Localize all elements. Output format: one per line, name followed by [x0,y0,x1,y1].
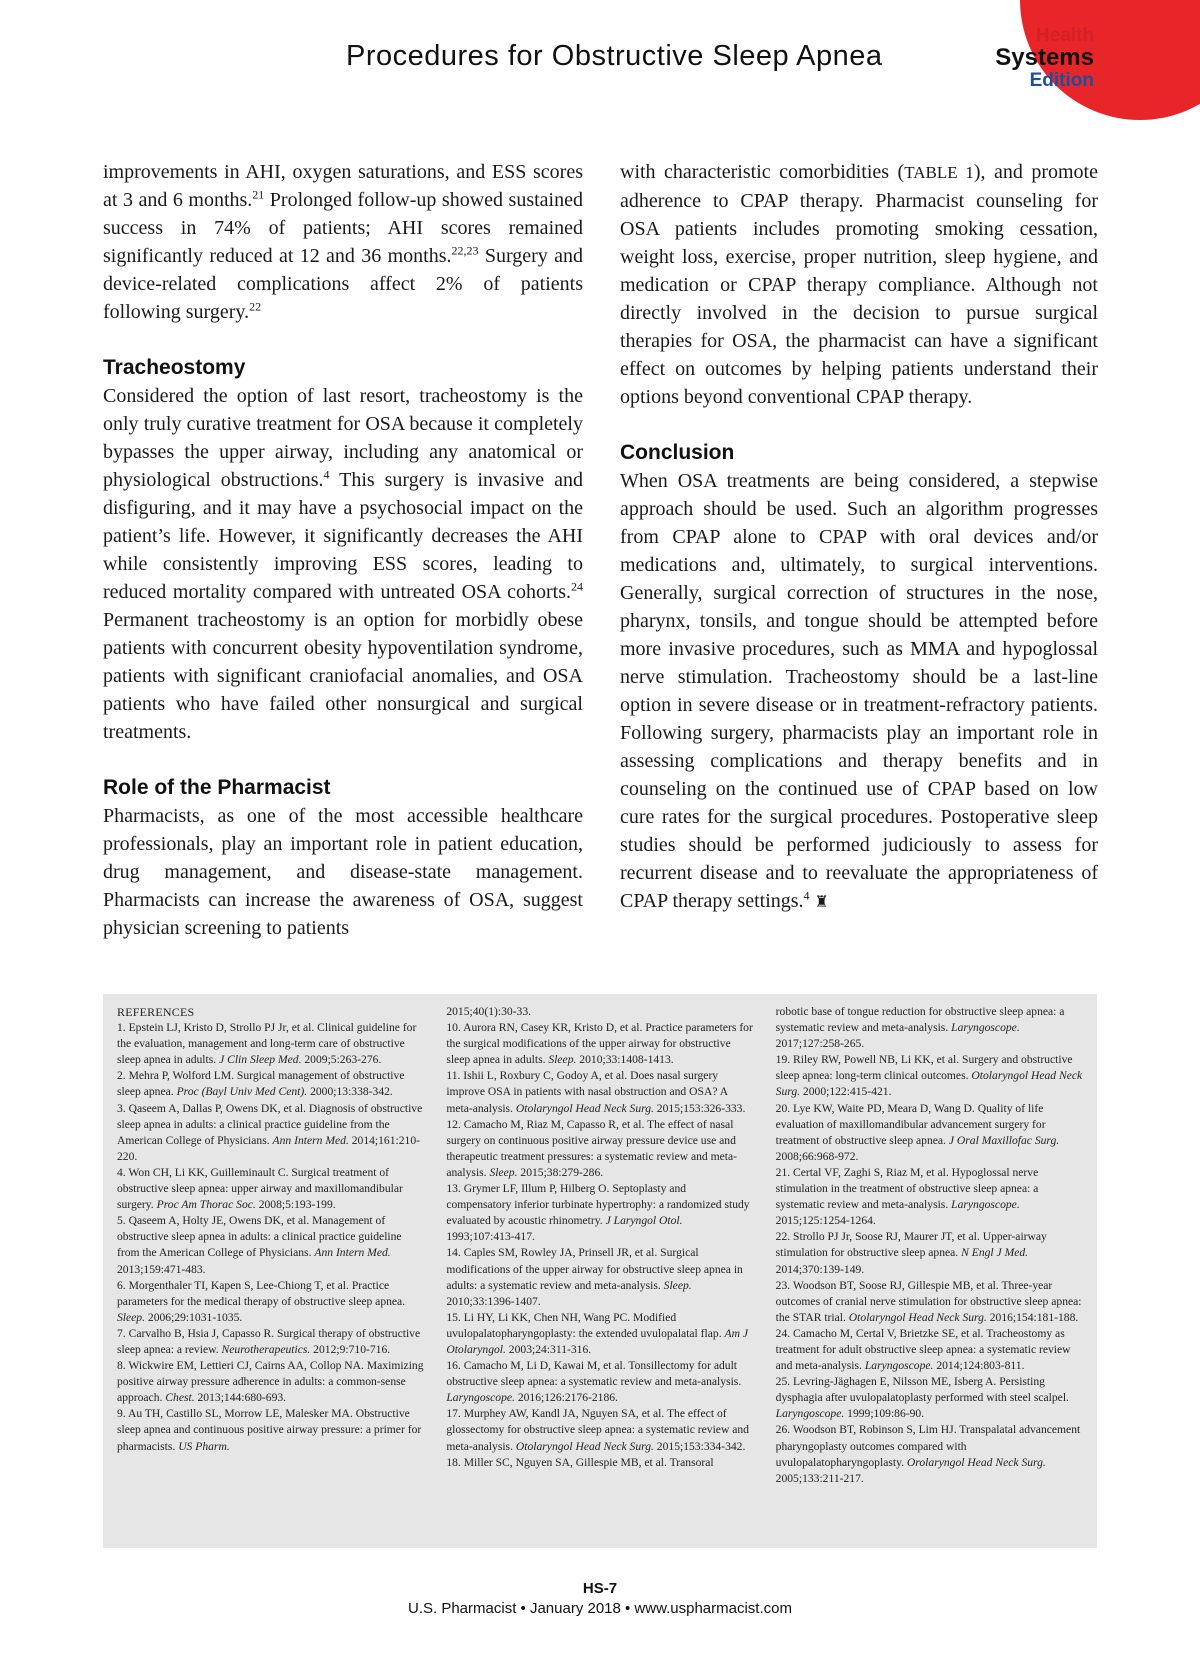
references-column-3 [776,1004,1083,1538]
reference-item: 9. Au TH, Castillo SL, Morrow LE, Malesker MA. Obstructive sleep apnea and continuous positive airway pressure: a primer for pharmacists. US Pharm. [117,1407,422,1453]
citation: 21 [252,187,265,202]
reference-item: 1. Epstein LJ, Kristo D, Strollo PJ Jr, et al. Clinical guideline for the evaluation, management and long-term care of obstructive sleep apnea in adults. J Clin Sleep Med. 2009;5:263-276. [117,1021,417,1067]
citation: 22,23 [451,243,479,258]
text: When OSA treatments are being considered, a stepwise approach should be used. Such an algorithm progresses from CPAP alone to CPAP with oral devices and/or medications and, ultimately, to surgical interventions. Generally, surgical correction of structures in the nose, pharynx, tonsils, and tongue should be attempted before more invasive procedures, such as MMA and hypoglossal nerve stimulation. Tracheostomy should be a last-line option in severe disease or in treatment-refractory patients. Following surgery, pharmacists play an important role in assessing complications and therapy benefits and in counseling on the continued use of CPAP based on low cure rates for the surgical procedures. Postoperative sleep studies should be performed judiciously to assess for recurrent disease and to reevaluate the appropriateness of CPAP therapy settings. [620,470,1098,912]
reference-item: 18. Miller SC, Nguyen SA, Gillespie MB, et al. Transoral [446,1455,714,1469]
table-reference: TABLE 1 [904,163,974,182]
reference-item: 4. Won CH, Li KK, Guilleminault C. Surgical treatment of obstructive sleep apnea: upper airway and maxillomandibular surgery. Proc Am Thorac Soc. 2008;5:193-199. [117,1165,403,1212]
reference-item: 19. Riley RW, Powell NB, Li KK, et al. Surgery and obstructive sleep apnea: long-term clinical outcomes. Otolaryngol Head Neck Surg. 2000;122:415-421. [775,1053,1083,1099]
reference-item: 10. Aurora RN, Casey KR, Kristo D, et al. Practice parameters for the surgical modifications of the upper airway for obstructive sleep apnea in adults. Sleep. 2010;33:1408-1413. [446,1021,753,1067]
reference-item: 25. Levring-Jäghagen E, Nilsson ME, Isberg A. Persisting dysphagia after uvulopalatoplasty performed with steel scalpel. Laryngoscope. 1999;109:86-90. [775,1375,1069,1421]
reference-item: 2015;40(1):30-33. [446,1005,532,1018]
text: This surgery is invasive and disfiguring, and it may have a psychosocial impact on the patient’s life. However, it significantly decreases the AHI while consistently improving ESS scores, leading to reduced mortality compared with untreated OSA cohorts. [103,469,583,603]
reference-item: 21. Certal VF, Zaghi S, Riaz M, et al. Hypoglossal nerve stimulation in the treatment of obstructive sleep apnea: a systematic review and meta-analysis. Laryngoscope. 2015;125:1254-1264. [775,1165,1039,1228]
references-column-1 [117,1004,424,1538]
brand-systems: Systems [995,44,1094,71]
reference-item: robotic base of tongue reduction for obstructive sleep apnea: a systematic review and meta-analysis. Laryngoscope. 2017;127:258-265. [775,1005,1065,1051]
publication-line: U.S. Pharmacist • January 2018 • www.uspharmacist.com [408,1600,792,1617]
page-number: HS-7 [582,1580,618,1597]
reference-item: 6. Morgenthaler TI, Kapen S, Lee-Chiong T, et al. Practice parameters for the medical therapy of obstructive sleep apnea. Sleep. 2006;29:1031-1035. [117,1278,406,1324]
citation: 4 [323,467,330,482]
reference-item: 11. Ishii L, Roxbury C, Godoy A, et al. Does nasal surgery improve OSA in patients with nasal obstruction and OSA? A meta-analysis. Otolaryngol Head Neck Surg. 2015;153:326-333. [446,1069,746,1115]
reference-item: 17. Murphey AW, Kandl JA, Nguyen SA, et al. The effect of glossectomy for obstructive sleep apnea: a systematic review and meta-analysis. Otolaryngol Head Neck Surg. 2015;153:334-342. [446,1407,749,1453]
reference-item: 24. Camacho M, Certal V, Brietzke SE, et al. Tracheostomy as treatment for adult obstructive sleep apnea: a systematic review and meta-analysis. Laryngoscope. 2014;124:803-811. [775,1326,1071,1373]
references-list-3 [776,1004,1083,1487]
paragraph-conclusion [620,467,1098,917]
citation: 4 [803,888,810,903]
text: Permanent tracheostomy is an option for morbidly obese patients with concurrent obesity hypoventilation syndrome, patients with significant craniofacial anomalies, and OSA patients who have failed other nonsurgical and surgical treatments. [103,609,583,743]
brand-edition: Edition [1029,70,1094,91]
paragraph-tracheostomy [103,382,583,746]
text: ), and promote adherence to CPAP therapy. Pharmacist counseling for OSA patients includes promoting smoking cessation, weight loss, exercise, proper nutrition, sleep hygiene, and medication or CPAP therapy compliance. Although not directly involved in the decision to pursue surgical therapies for OSA, the pharmacist can have a significant effect on outcomes by helping patients understand their options beyond conventional CPAP therapy. [620,161,1098,408]
references-list-1 [117,1020,424,1455]
text: Surgery and device-related complications affect 2% of patients following surgery. [103,245,583,323]
citation: 22 [249,299,262,314]
paragraph-surgery-results [103,158,583,326]
text: Considered the option of last resort, tracheostomy is the only truly curative treatment for OSA because it completely bypasses the upper airway, including any anatomical or physiological obstructions. [103,385,583,491]
heading-role-of-pharmacist: Role of the Pharmacist [103,776,331,799]
reference-item: 14. Caples SM, Rowley JA, Prinsell JR, et al. Surgical modifications of the upper airway for obstructive sleep apnea in adults: a systematic review and meta-analysis. Sleep. 2010;33:1396-1407. [446,1246,743,1308]
reference-item: 2. Mehra P, Wolford LM. Surgical management of obstructive sleep apnea. Proc (Bayl Univ Med Cent). 2000;13:338-342. [117,1069,405,1099]
reference-item: 12. Camacho M, Riaz M, Capasso R, et al. The effect of nasal surgery on continuous positive airway pressure device use and therapeutic treatment pressures: a systematic review and meta-analysis. Sleep. 2015;38:279-286. [446,1117,738,1179]
reference-item: 3. Qaseem A, Dallas P, Owens DK, et al. Diagnosis of obstructive sleep apnea in adults: a clinical practice guideline from the American College of Physicians. Ann Intern Med. 2014;161:210-220. [117,1101,423,1163]
reference-item: 20. Lye KW, Waite PD, Meara D, Wang D. Quality of life evaluation of maxillomandibular advancement surgery for treatment of obstructive sleep apnea. J Oral Maxillofac Surg. 2008;66:968-972. [775,1101,1060,1163]
reference-item: 22. Strollo PJ Jr, Soose RJ, Maurer JT, et al. Upper-airway stimulation for obstructive sleep apnea. N Engl J Med. 2014;370:139-149. [775,1230,1047,1276]
text: improvements in AHI, oxygen saturations, and ESS scores at 3 and 6 months. [103,161,583,211]
references-list-2 [446,1004,753,1471]
left-column [103,158,583,942]
reference-item: 13. Grymer LF, Illum P, Hilberg O. Septoplasty and compensatory inferior turbinate hypertrophy: a randomized study evaluated by acoustic rhinometry. J Laryngol Otol. 1993;107:413-417. [446,1182,750,1244]
edition-logo [995,26,1094,90]
heading-conclusion: Conclusion [620,441,735,464]
brand-health: Health [1035,25,1094,46]
paragraph-pharmacist: Pharmacists, as one of the most accessible healthcare professionals, play an important role in patient education, drug management, and disease-state management. Pharmacists can increase the awareness of OSA, suggest physician screening to patients [103,805,583,939]
reference-item: 23. Woodson BT, Soose RJ, Gillespie MB, et al. Three-year outcomes of cranial nerve stimulation for obstructive sleep apnea: the STAR trial. Otolaryngol Head Neck Surg. 2016;154:181-188. [775,1278,1082,1324]
text: Prolonged follow-up showed sustained success in 74% of patients; AHI scores remained significantly reduced at 12 and 36 months. [103,189,583,267]
reference-item: 5. Qaseem A, Holty JE, Owens DK, et al. Management of obstructive sleep apnea in adults: a clinical practice guideline from the American College of Physicians. Ann Intern Med. 2013;159:471-483. [117,1214,402,1276]
reference-item: 8. Wickwire EM, Lettieri CJ, Cairns AA, Collop NA. Maximizing positive airway pressure adherence in adults: a common-sense approach. Chest. 2013;144:680-693. [117,1359,424,1405]
references-box [103,994,1097,1548]
references-column-2 [446,1004,753,1538]
end-mark-icon: ♜ [814,894,829,911]
reference-item: 15. Li HY, Li KK, Chen NH, Wang PC. Modified uvulopalatopharyngoplasty: the extended uvulopalatal flap. Am J Otolaryngol. 2003;24:311-316. [446,1310,748,1356]
right-column [620,158,1098,917]
reference-item: 26. Woodson BT, Robinson S, Lim HJ. Transpalatal advancement pharyngoplasty outcomes compared with uvulopalatopharyngoplasty. Orolaryngol Head Neck Surg. 2005;133:211-217. [775,1423,1081,1485]
paragraph-pharmacist-continued [620,158,1098,411]
reference-item: 7. Carvalho B, Hsia J, Capasso R. Surgical therapy of obstructive sleep apnea: a review. Neurotherapeutics. 2012;9:710-716. [117,1326,421,1356]
text: with characteristic comorbidities ( [620,161,905,183]
reference-item: 16. Camacho M, Li D, Kawai M, et al. Tonsillectomy for adult obstructive sleep apnea: a systematic review and meta-analysis. Laryngoscope. 2016;126:2176-2186. [446,1359,742,1405]
heading-tracheostomy: Tracheostomy [103,356,246,379]
page-title: Procedures for Obstructive Sleep Apnea [346,40,883,72]
references-heading: REFERENCES [117,1005,195,1019]
citation: 24 [571,579,583,594]
